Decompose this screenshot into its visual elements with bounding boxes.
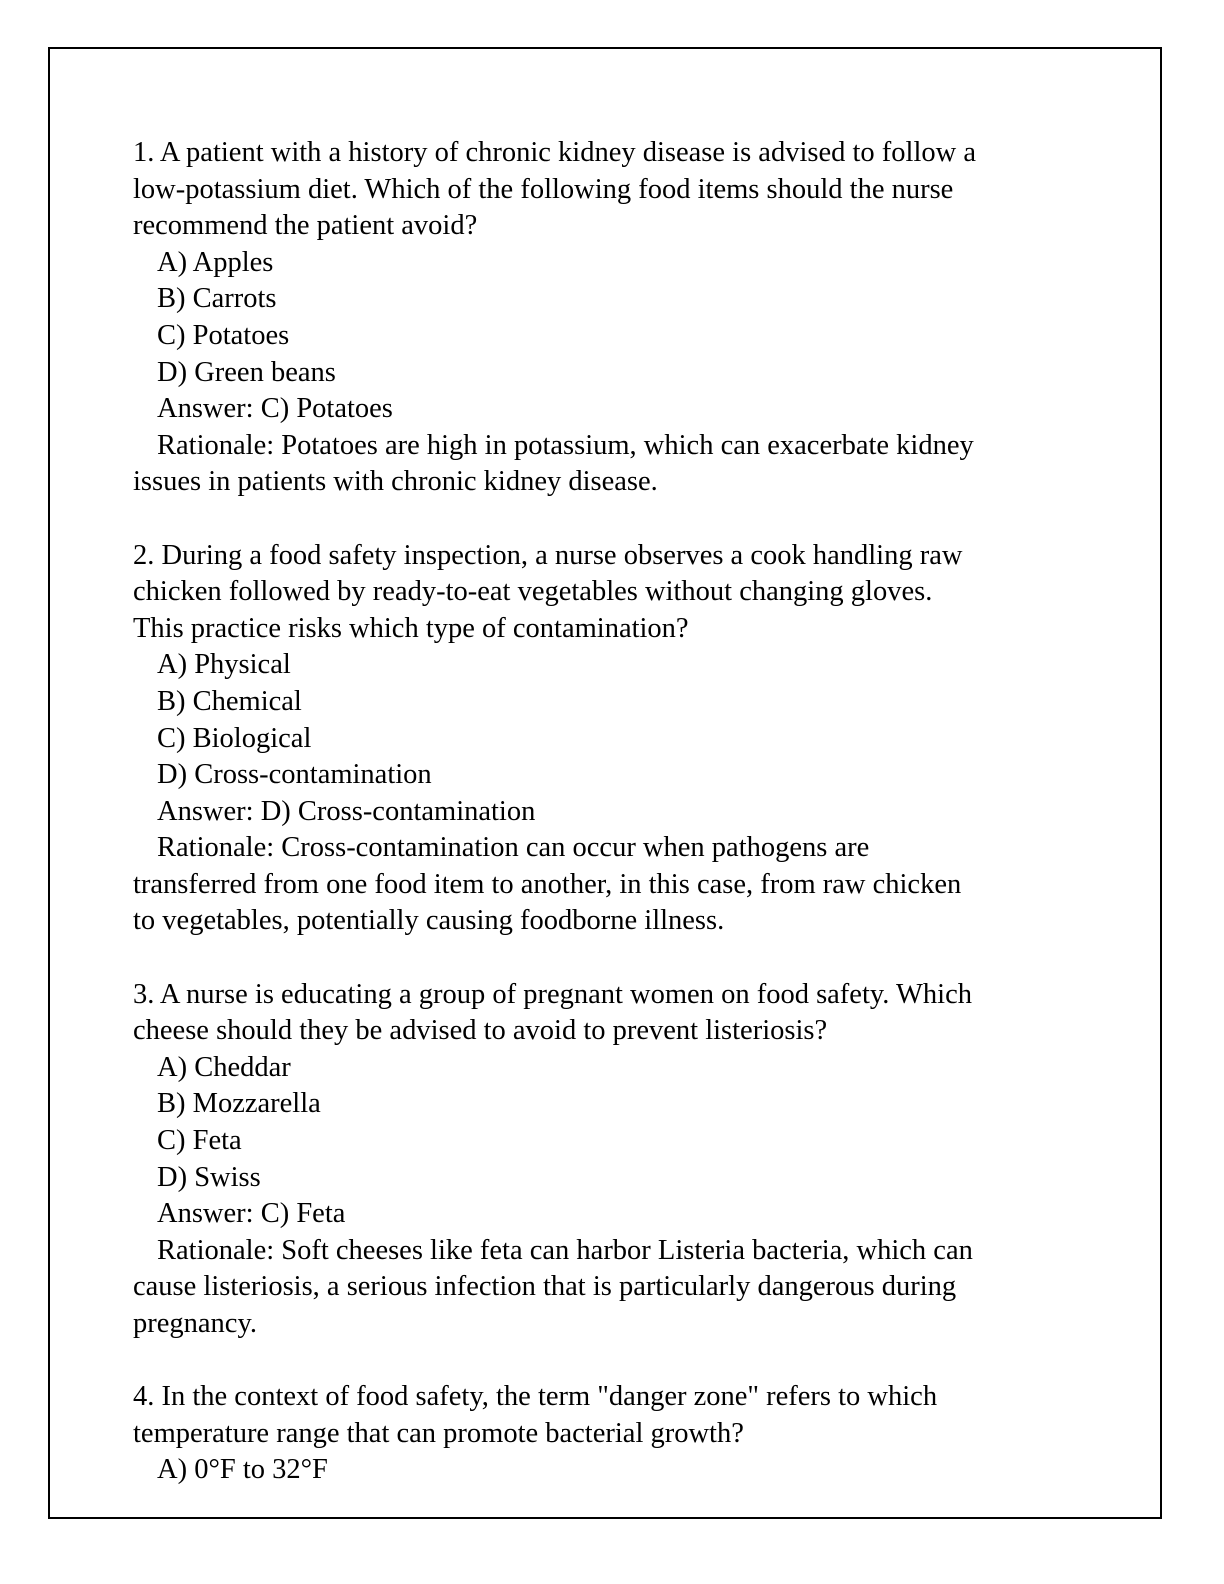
rationale-line: issues in patients with chronic kidney disease. xyxy=(133,466,658,498)
answer-option: A) Cheddar xyxy=(157,1051,291,1083)
rationale-line: Rationale: Cross-contamination can occur when pathogens are xyxy=(157,832,870,864)
rationale-line: pregnancy. xyxy=(133,1308,257,1339)
answer-option: C) Feta xyxy=(157,1125,242,1157)
answer-option: A) 0°F to 32°F xyxy=(157,1454,328,1486)
question-stem-line: 4. In the context of food safety, the term "danger zone" refers to which xyxy=(133,1381,938,1413)
answer-option: A) Physical xyxy=(157,649,291,681)
rationale-line: Rationale: Potatoes are high in potassium, which can exacerbate kidney xyxy=(157,429,974,461)
answer-option: C) Biological xyxy=(157,722,312,754)
rationale-line: cause listeriosis, a serious infection that is particularly dangerous during xyxy=(133,1271,957,1303)
answer-option: B) Chemical xyxy=(157,685,302,717)
question-stem-line: recommend the patient avoid? xyxy=(133,210,478,242)
question-3 xyxy=(133,977,1083,1343)
correct-answer: Answer: C) Feta xyxy=(157,1198,346,1230)
question-stem-line: This practice risks which type of contamination? xyxy=(133,612,689,644)
correct-answer: Answer: D) Cross-contamination xyxy=(157,795,536,827)
question-4 xyxy=(133,1379,1083,1489)
answer-option: D) Cross-contamination xyxy=(157,759,432,791)
rationale-line: transferred from one food item to another, in this case, from raw chicken xyxy=(133,868,962,900)
answer-option: B) Carrots xyxy=(157,283,277,315)
rationale-line: Rationale: Soft cheeses like feta can harbor Listeria bacteria, which can xyxy=(157,1234,973,1266)
question-2 xyxy=(133,538,1083,941)
question-stem-line: temperature range that can promote bacterial growth? xyxy=(133,1417,744,1449)
answer-option: D) Swiss xyxy=(157,1161,261,1193)
question-1 xyxy=(133,135,1083,501)
question-stem-line: 3. A nurse is educating a group of pregnant women on food safety. Which xyxy=(133,978,972,1010)
answer-option: A) Apples xyxy=(157,246,274,278)
correct-answer: Answer: C) Potatoes xyxy=(157,393,393,425)
question-stem-line: 2. During a food safety inspection, a nurse observes a cook handling raw xyxy=(133,539,963,571)
question-stem-line: low-potassium diet. Which of the following food items should the nurse xyxy=(133,173,954,205)
answer-option: D) Green beans xyxy=(157,356,336,388)
answer-option: C) Potatoes xyxy=(157,319,290,351)
question-stem-line: chicken followed by ready-to-eat vegetables without changing gloves. xyxy=(133,576,933,608)
question-stem-line: cheese should they be advised to avoid to prevent listeriosis? xyxy=(133,1015,828,1047)
document-body xyxy=(133,135,1083,1526)
rationale-line: to vegetables, potentially causing foodborne illness. xyxy=(133,905,725,937)
question-stem-line: 1. A patient with a history of chronic kidney disease is advised to follow a xyxy=(133,137,976,168)
answer-option: B) Mozzarella xyxy=(157,1088,321,1120)
